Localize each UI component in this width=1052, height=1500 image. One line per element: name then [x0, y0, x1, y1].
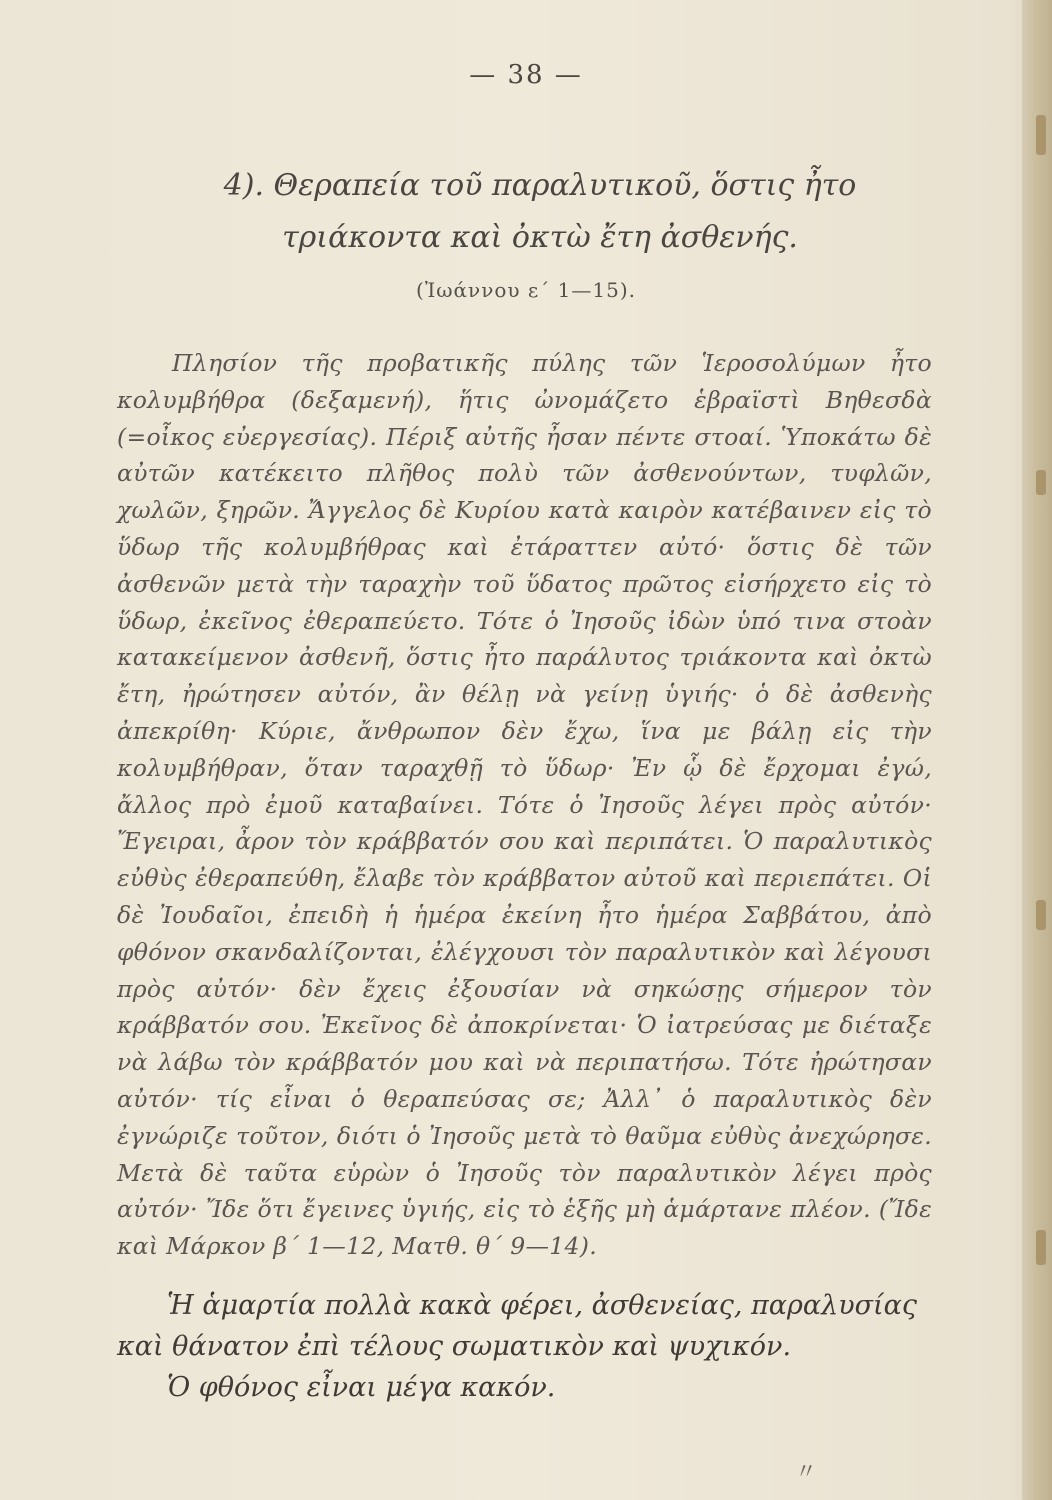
page-number: — 38 — — [469, 60, 583, 90]
edge-stain — [1036, 115, 1046, 155]
margin-mark: 〃 — [795, 1460, 818, 1485]
edge-stain — [1036, 470, 1046, 495]
closing-line: Ἡ ἁμαρτία πολλὰ κακὰ φέρει, ἀσθενείας, παραλυσίας καὶ θάνατον ἐπὶ τέλους σωματικὸν καὶ ψυχικόν. — [117, 1290, 918, 1362]
body-paragraph: Πλησίον τῆς προβατικῆς πύλης τῶν Ἱεροσολύμων ἦτο κολυμβήθρα (δεξαμενή), ἥτις ὠνομάζετο ἑβραϊστὶ Βηθεσδὰ (=οἶκος εὐεργεσίας). Πέριξ αὐτῆς ἦσαν πέντε στοαί. Ὑποκάτω δὲ αὐτῶν κατέκειτο πλῆθος πολὺ τῶν ἀσθενούντων, τυφλῶν, χωλῶν, ξηρῶν. Ἄγγελος δὲ Κυρίου κατὰ καιρὸν κατέβαινεν εἰς τὸ ὕδωρ τῆς κολυμβήθρας καὶ ἐτάραττεν αὐτό· ὅστις δὲ τῶν ἀσθενῶν μετὰ τὴν ταραχὴν τοῦ ὕδατος πρῶτος εἰσήρχετο εἰς τὸ ὕδωρ, ἐκεῖνος ἐθεραπεύετο. Τότε ὁ Ἰησοῦς ἰδὼν ὑπό τινα στοὰν κατακείμενον ἀσθενῆ, ὅστις ἦτο παράλυτος τριάκοντα καὶ ὀκτὼ ἔτη, ἠρώτησεν αὐτόν, ἂν θέλῃ νὰ γείνῃ ὑγιής· ὁ δὲ ἀσθενὴς ἀπεκρίθη· Κύριε, ἄνθρωπον δὲν ἔχω, ἵνα με βάλῃ εἰς τὴν κολυμβήθραν, ὅταν ταραχθῇ τὸ ὕδωρ· Ἐν ᾧ δὲ ἔρχομαι ἐγώ, ἄλλος πρὸ ἐμοῦ καταβαίνει. Τότε ὁ Ἰησοῦς λέγει πρὸς αὐτόν· Ἔγειραι, ἆρον τὸν κράββατόν σου καὶ περιπάτει. Ὁ παραλυτικὸς εὐθὺς ἐθεραπεύθη, ἔλαβε τὸν κράββατον αὐτοῦ καὶ περιεπάτει. Οἱ δὲ Ἰουδαῖοι, ἐπειδὴ ἡ ἡμέρα ἐκείνη ἦτο ἡμέρα Σαββάτου, ἀπὸ φθόνον σκανδαλίζονται, ἐλέγχουσι τὸν παραλυτικὸν καὶ λέγουσι πρὸς αὐτόν· δὲν ἔχεις ἐξουσίαν νὰ σηκώσῃς σήμερον τὸν κράββατόν σου. Ἐκεῖνος δὲ ἀποκρίνεται· Ὁ ἰατρεύσας με διέταξε νὰ λάβω τὸν κράββατόν μου καὶ νὰ περιπατήσω. Τότε ἠρώτησαν αὐτόν· τίς εἶναι ὁ θεραπεύσας σε; Ἀλλ᾽ ὁ παραλυτικὸς δὲν ἐγνώριζε τοῦτον, διότι ὁ Ἰησοῦς μετὰ τὸ θαῦμα εὐθὺς ἀνεχώρησε. Μετὰ δὲ ταῦτα εὑρὼν ὁ Ἰησοῦς τὸν παραλυτικὸν λέγει πρὸς αὐτόν· Ἴδε ὅτι ἔγεινες ὑγιής, εἰς τὸ ἑξῆς μὴ ἁμάρτανε πλέον. (Ἴδε καὶ Μάρκον β΄ 1—12, Ματθ. θ΄ 9—14). — [117, 349, 932, 1261]
body-text — [117, 345, 932, 1265]
edge-stain — [1036, 900, 1046, 930]
page-edge — [1022, 0, 1052, 1500]
scripture-reference: (Ἰωάννου ε΄ 1—15). — [416, 278, 636, 302]
section-heading: 4). Θεραπεία τοῦ παραλυτικοῦ, ὅστις ἦτο τριάκοντα καὶ ὀκτὼ ἔτη ἀσθενής. — [223, 168, 857, 255]
edge-stain — [1036, 1230, 1046, 1265]
closing-line: Ὁ φθόνος εἶναι μέγα κακόν. — [167, 1372, 556, 1403]
closing-text — [117, 1285, 932, 1408]
